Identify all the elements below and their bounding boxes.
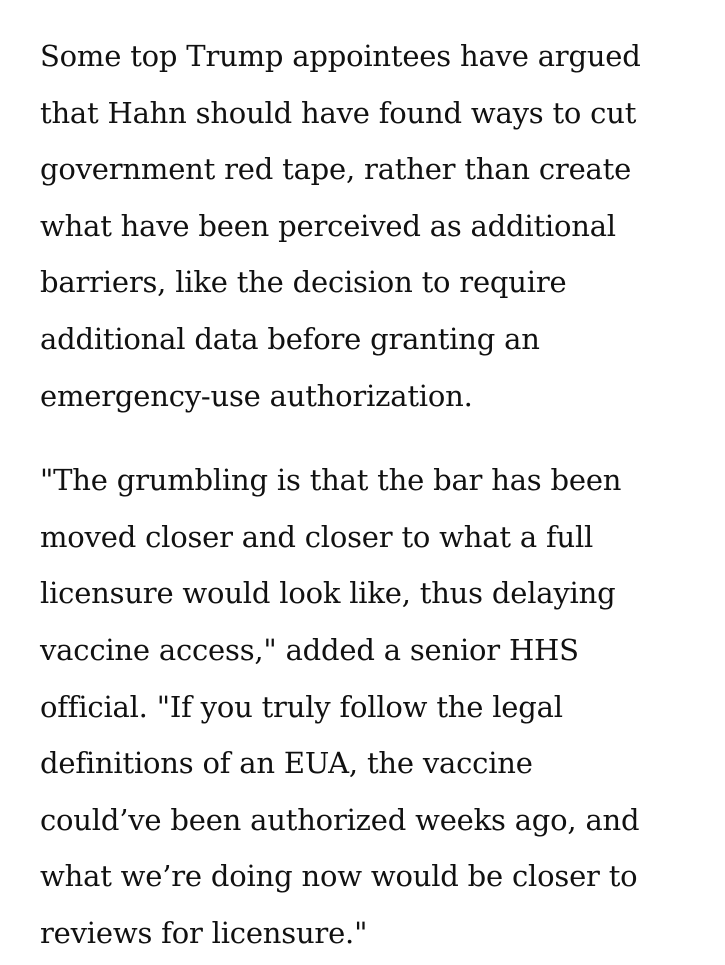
text-line: definitions of an EUA, the vaccine [40, 746, 533, 781]
paragraph-2 [40, 452, 705, 961]
text-line: what we’re doing now would be closer to [40, 859, 638, 894]
article-body [40, 28, 705, 962]
text-line: vaccine access," added a senior HHS [40, 632, 579, 667]
text-line: could’ve been authorized weeks ago, and [40, 802, 640, 837]
text-line: additional data before granting an [40, 321, 540, 356]
text-line: "The grumbling is that the bar has been [40, 463, 622, 498]
text-line: government red tape, rather than create [40, 152, 632, 187]
paragraph-1 [40, 28, 705, 424]
text-line: moved closer and closer to what a full [40, 519, 594, 554]
text-line: Some top Trump appointees have argued [40, 39, 641, 73]
text-line: emergency-use authorization. [40, 378, 473, 413]
text-line: official. "If you truly follow the legal [40, 689, 563, 724]
text-line: that Hahn should have found ways to cut [40, 95, 637, 130]
text-line: licensure would look like, thus delaying [40, 576, 616, 611]
text-line: reviews for licensure." [40, 915, 368, 950]
text-line: what have been perceived as additional [40, 208, 616, 243]
text-line: barriers, like the decision to require [40, 265, 567, 300]
